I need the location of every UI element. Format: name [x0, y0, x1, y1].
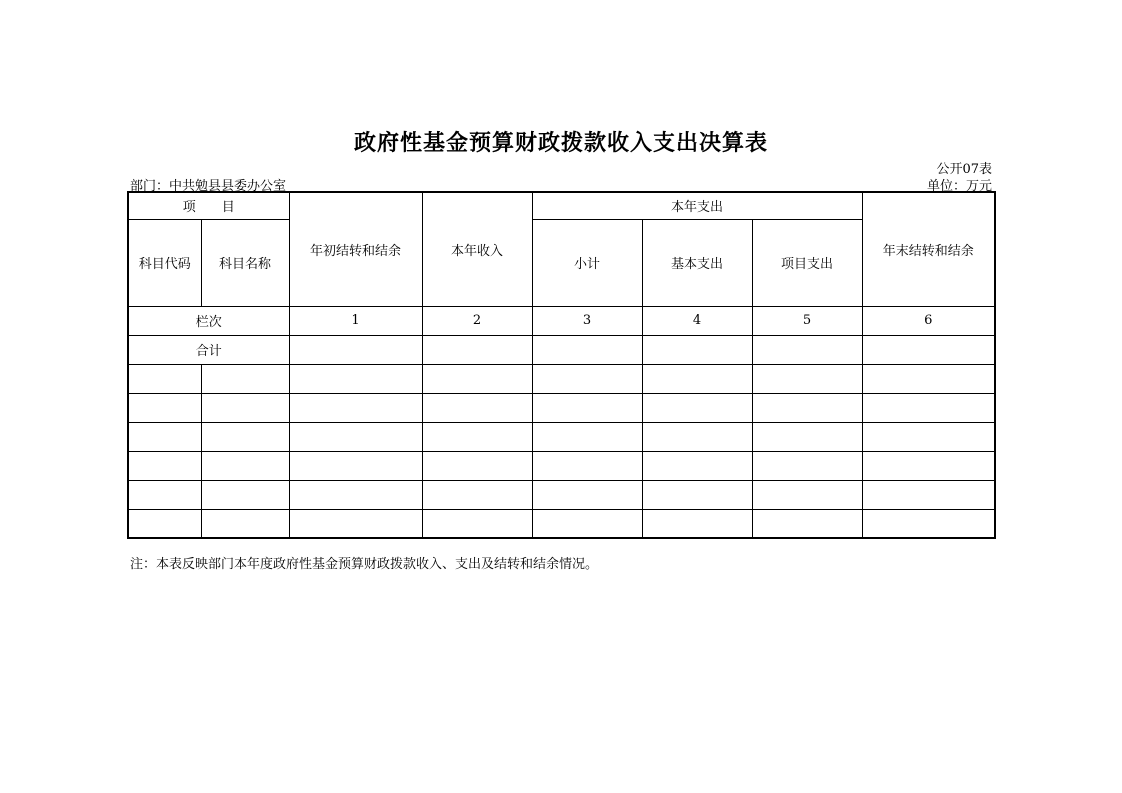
table-cell — [532, 393, 642, 422]
header-subtotal: 小计 — [532, 219, 642, 306]
table-row — [128, 393, 995, 422]
header-end-balance: 年末结转和结余 — [862, 192, 995, 306]
table-cell — [128, 393, 201, 422]
header-name: 科目名称 — [201, 219, 289, 306]
table-cell — [289, 364, 422, 393]
table-cell — [422, 451, 532, 480]
column-number: 3 — [532, 306, 642, 335]
table-cell — [752, 422, 862, 451]
table-cell — [128, 509, 201, 538]
table-cell — [289, 335, 422, 364]
table-cell — [862, 335, 995, 364]
table-cell — [532, 364, 642, 393]
header-code: 科目代码 — [128, 219, 201, 306]
table-cell — [752, 509, 862, 538]
table-cell — [642, 451, 752, 480]
header-item: 项 目 — [128, 192, 289, 219]
table-cell — [422, 364, 532, 393]
table-row — [128, 422, 995, 451]
report-title: 政府性基金预算财政拨款收入支出决算表 — [353, 130, 768, 156]
table-cell — [289, 422, 422, 451]
header-expense-group: 本年支出 — [532, 192, 862, 219]
table-cell — [422, 422, 532, 451]
table-cell — [289, 509, 422, 538]
table-cell — [532, 335, 642, 364]
table-cell — [532, 422, 642, 451]
column-number: 4 — [642, 306, 752, 335]
table-cell — [201, 364, 289, 393]
header-basic: 基本支出 — [642, 219, 752, 306]
form-number: 公开07表 — [936, 162, 992, 177]
table-row — [128, 451, 995, 480]
table-cell — [642, 393, 752, 422]
table-cell — [128, 364, 201, 393]
table-cell — [532, 509, 642, 538]
table-row — [128, 364, 995, 393]
table-cell — [201, 509, 289, 538]
table-cell — [201, 480, 289, 509]
header-project: 项目支出 — [752, 219, 862, 306]
table-cell — [862, 422, 995, 451]
table-cell — [128, 480, 201, 509]
unit-label: 单位：万元 — [926, 179, 992, 194]
table-cell — [422, 509, 532, 538]
budget-table — [127, 191, 996, 539]
table-cell — [752, 393, 862, 422]
table-cell — [642, 480, 752, 509]
table-cell — [201, 393, 289, 422]
table-cell — [201, 422, 289, 451]
header-begin-balance: 年初结转和结余 — [289, 192, 422, 306]
table-cell — [642, 422, 752, 451]
table-cell — [862, 509, 995, 538]
table-cell — [201, 451, 289, 480]
column-number: 1 — [289, 306, 422, 335]
table-cell — [422, 393, 532, 422]
table-cell — [422, 480, 532, 509]
table-cell — [862, 451, 995, 480]
table-cell — [642, 509, 752, 538]
table-cell — [752, 451, 862, 480]
header-income: 本年收入 — [422, 192, 532, 306]
table-row — [128, 509, 995, 538]
column-number: 6 — [862, 306, 995, 335]
column-number-label: 栏次 — [128, 306, 289, 335]
total-row — [128, 335, 995, 364]
table-cell — [532, 480, 642, 509]
table-cell — [642, 364, 752, 393]
table-row — [128, 480, 995, 509]
table-cell — [289, 451, 422, 480]
table-cell — [642, 335, 752, 364]
table-cell — [862, 480, 995, 509]
table-cell — [289, 480, 422, 509]
column-number: 5 — [752, 306, 862, 335]
table-cell — [752, 480, 862, 509]
table-cell — [862, 364, 995, 393]
table-cell — [752, 335, 862, 364]
table-cell — [862, 393, 995, 422]
table-cell — [532, 451, 642, 480]
department-label: 部门：中共勉县县委办公室 — [130, 179, 287, 194]
column-number: 2 — [422, 306, 532, 335]
table-cell — [289, 393, 422, 422]
column-number-row — [128, 306, 995, 335]
table-cell — [128, 422, 201, 451]
total-label: 合计 — [128, 335, 289, 364]
table-cell — [752, 364, 862, 393]
table-cell — [128, 451, 201, 480]
footnote: 注：本表反映部门本年度政府性基金预算财政拨款收入、支出及结转和结余情况。 — [130, 557, 599, 572]
table-cell — [422, 335, 532, 364]
